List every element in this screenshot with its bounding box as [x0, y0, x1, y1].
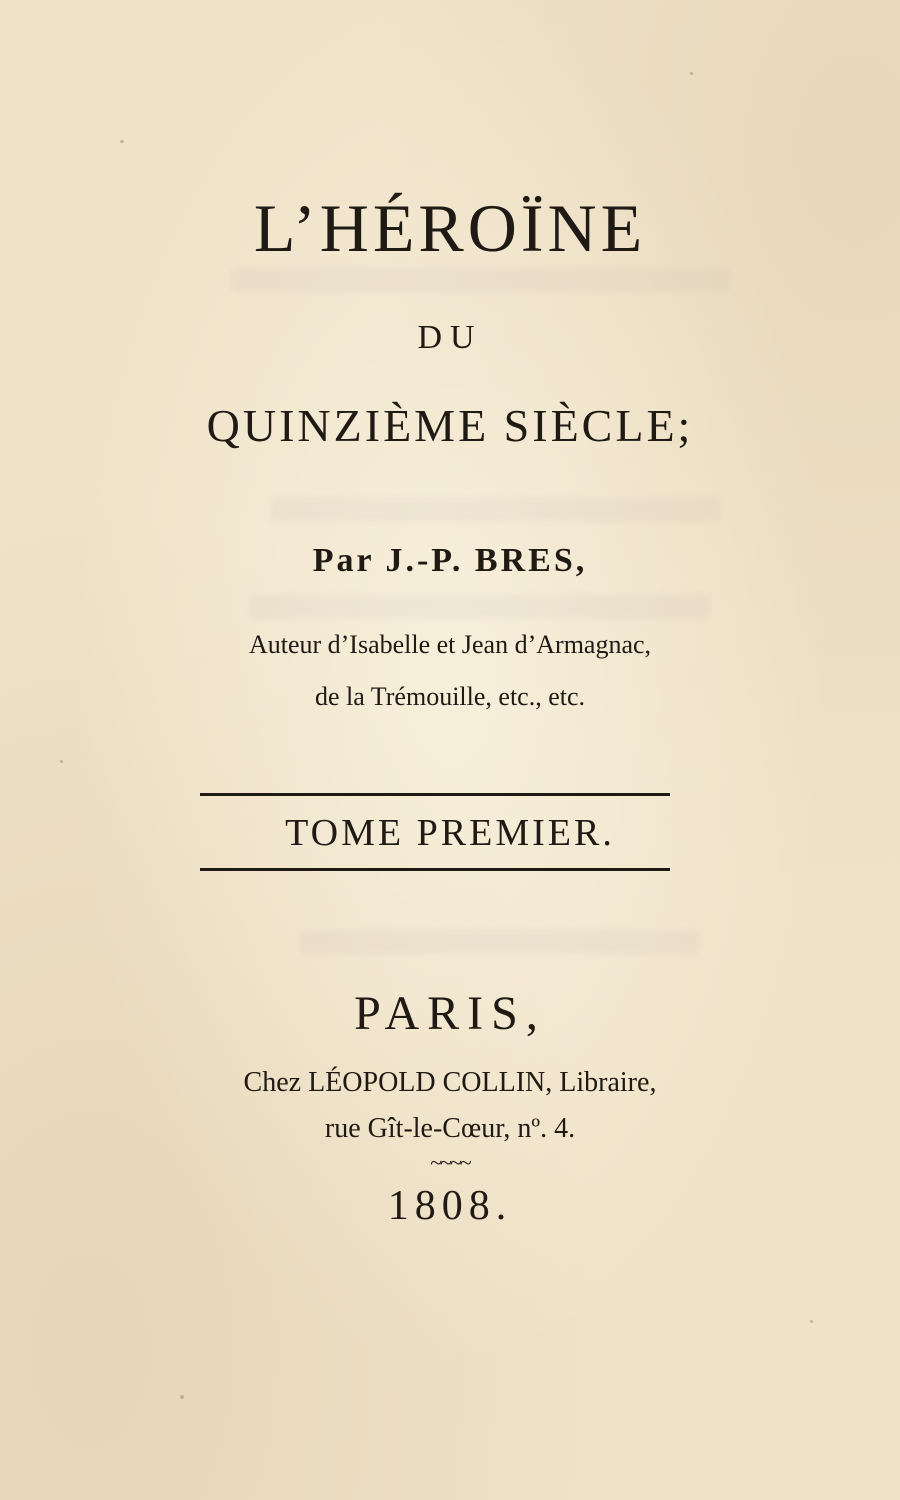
bleed-through-mark: [250, 595, 710, 619]
author-line: Par J.-P. BRES,: [312, 542, 588, 579]
publisher-line-1: Chez LÉOPOLD COLLIN, Libraire,: [243, 1067, 657, 1098]
paper-speck: [60, 760, 63, 763]
paper-speck: [810, 1320, 813, 1323]
paper-speck: [120, 140, 124, 143]
bleed-through-mark: [230, 268, 730, 292]
publication-year: 1808.: [387, 1183, 513, 1229]
volume-rule-top: [200, 793, 670, 796]
bleed-through-mark: [270, 498, 720, 522]
ornament-rule: ~~~~: [430, 1150, 470, 1175]
author-works-line-2: de la Trémouille, etc., etc.: [314, 682, 586, 711]
author-works-line-1: Auteur d’Isabelle et Jean d’Armagnac,: [248, 630, 652, 659]
title-connector: DU: [417, 319, 483, 356]
imprint-city: PARIS,: [354, 987, 546, 1040]
volume-label: TOME PREMIER.: [285, 812, 615, 854]
volume-rule-bottom: [200, 868, 670, 871]
bleed-through-mark: [300, 930, 700, 954]
paper-speck: [180, 1395, 184, 1399]
paper-speck: [690, 72, 693, 75]
publisher-line-2: rue Gît-le-Cœur, nº. 4.: [324, 1113, 576, 1144]
book-title: L’HÉROÏNE: [253, 190, 647, 266]
book-subtitle: QUINZIÈME SIÈCLE;: [206, 400, 694, 451]
